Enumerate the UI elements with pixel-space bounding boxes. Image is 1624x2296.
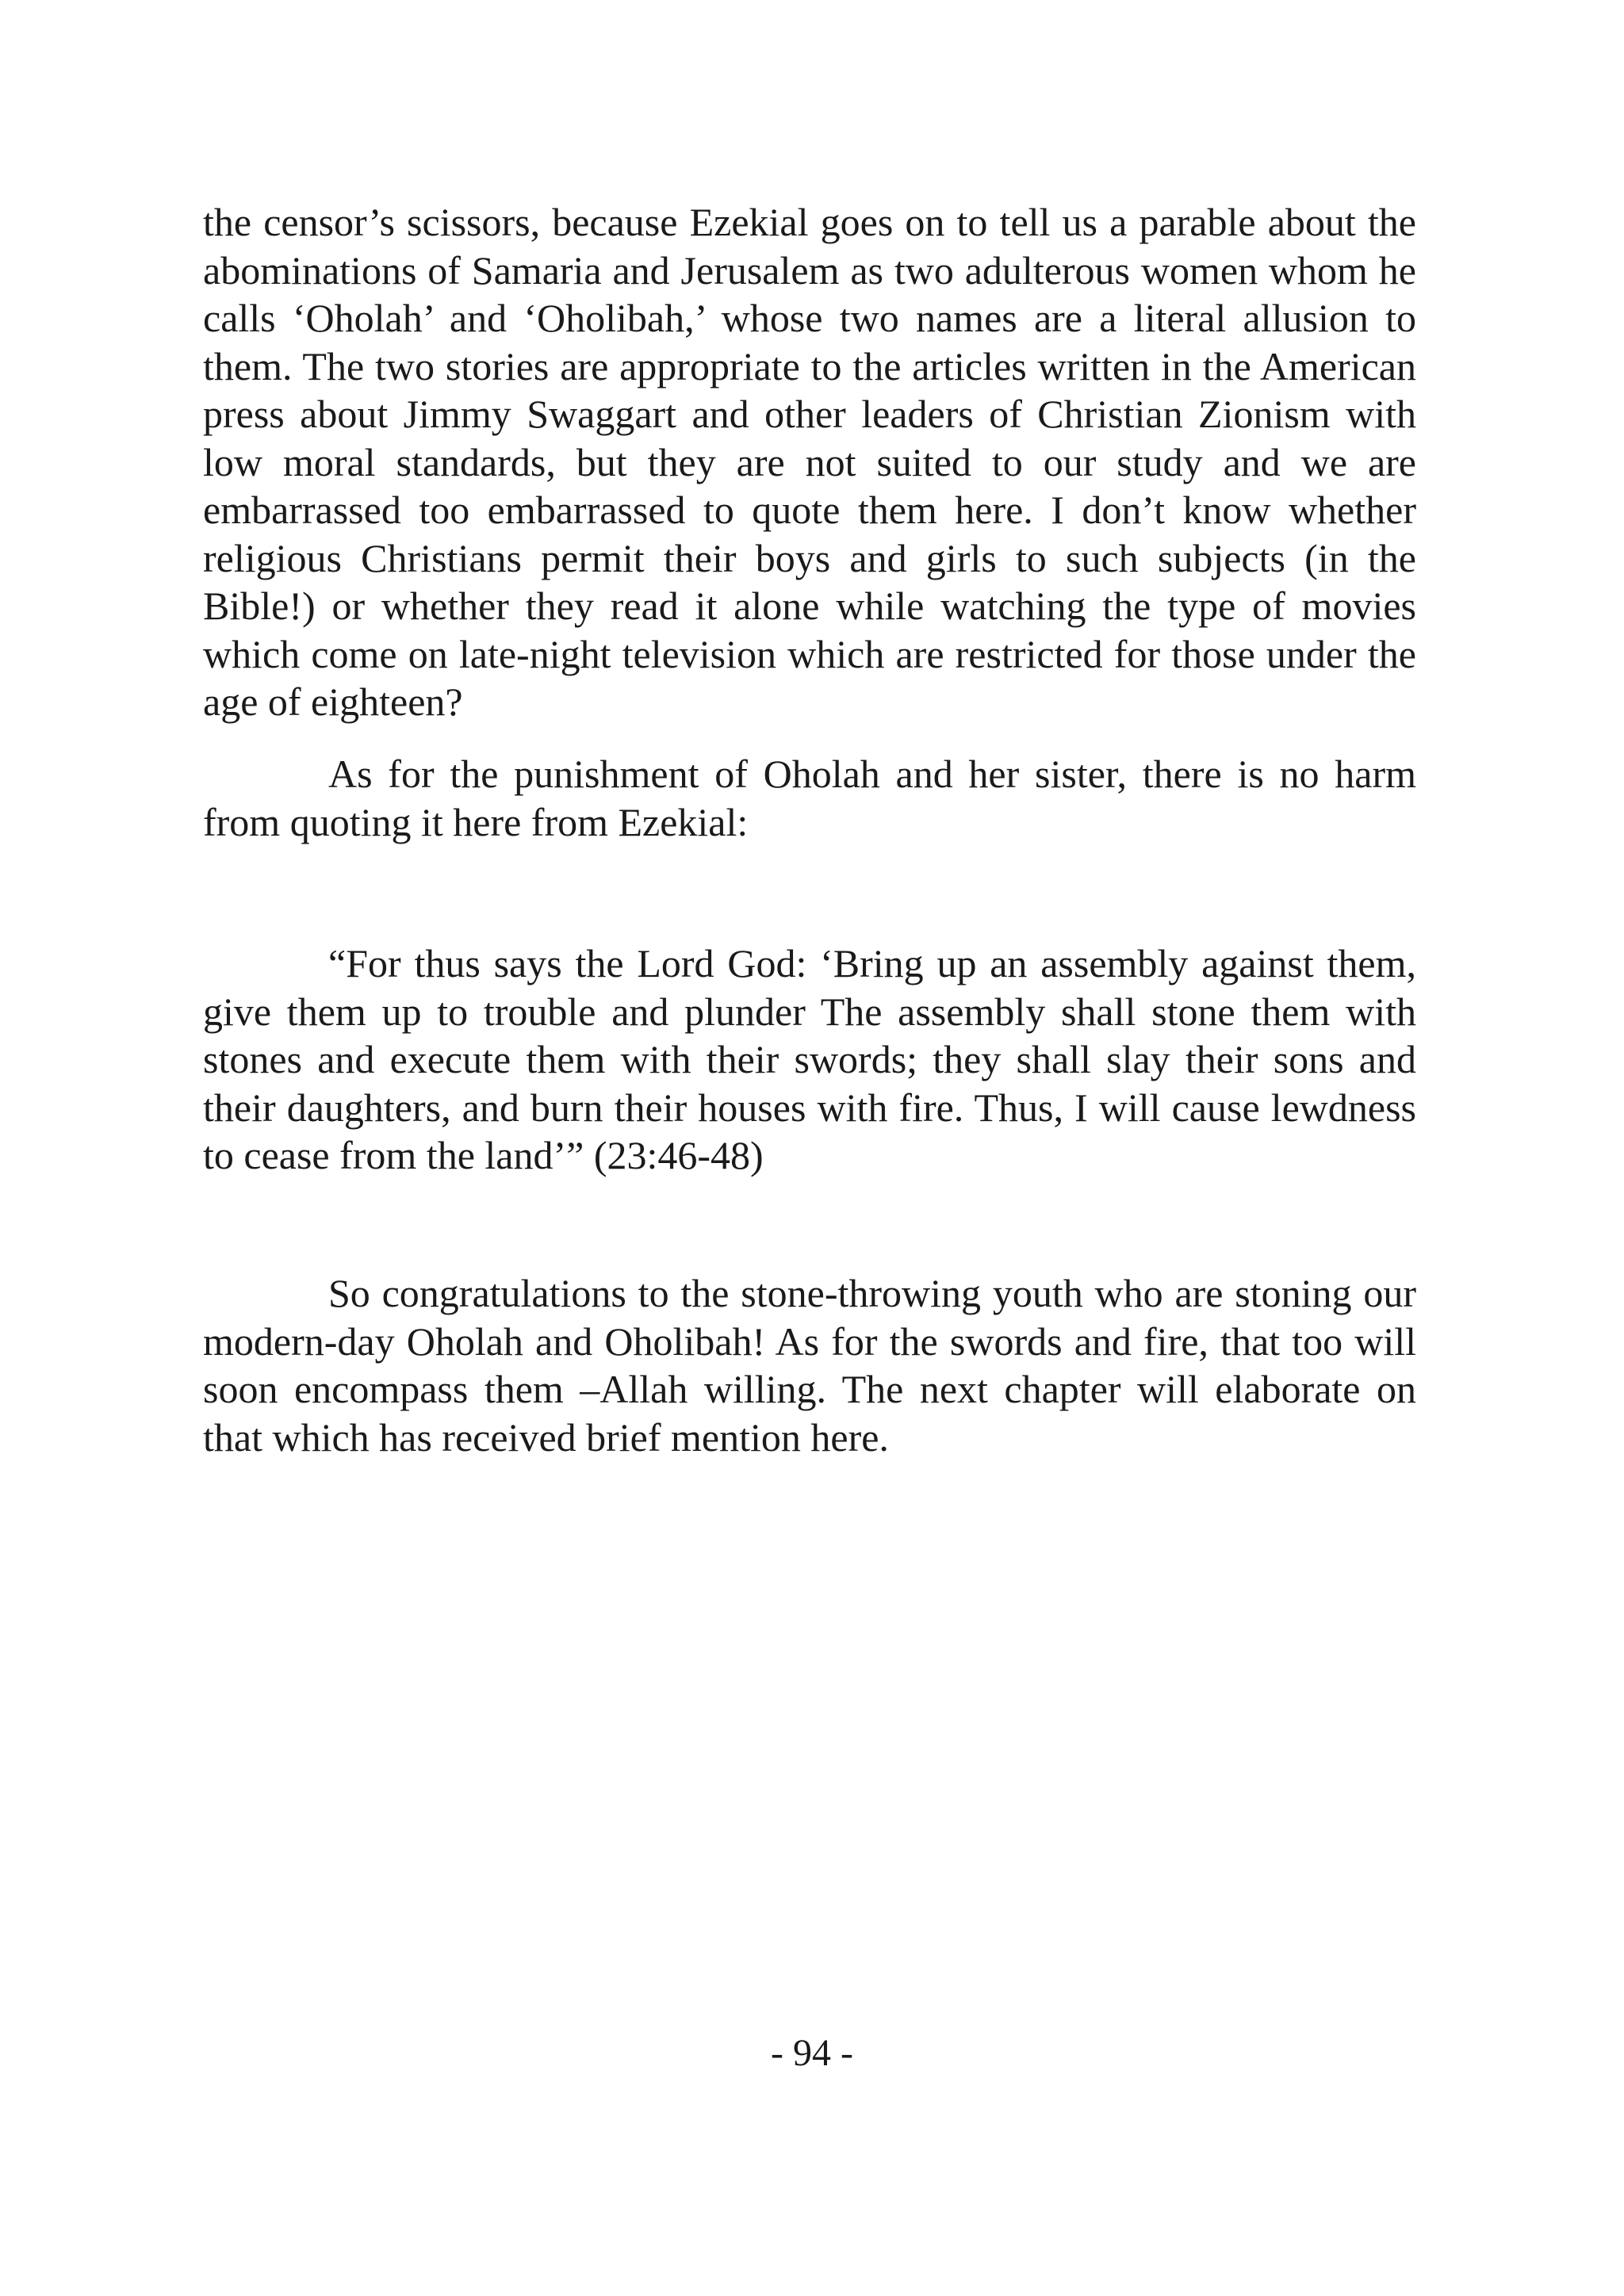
body-paragraph-3: So congratulations to the stone-throwing youth who are stoning our modern-day Oholah and Oholibah! As for the swords and fire, that too will soon encompass them –Allah willing. The next chapter will elaborate on that which has received brief mention here. (203, 1271, 1416, 1460)
scripture-quote: “For thus says the Lord God: ‘Bring up an assembly against them, give them up to trouble and plunder The assembly shall stone them with stones and execute them with their swords; they shall slay their sons and their daughters, and burn their houses with fire. Thus, I will cause lewdness to cease from the land’” (23:46-48) (203, 941, 1416, 1177)
body-paragraph-2: As for the punishment of Oholah and her sister, there is no harm from quoting it here from Ezekial: (203, 752, 1416, 844)
body-paragraph-1: the censor’s scissors, because Ezekial goes on to tell us a parable about the abominations of Samaria and Jerusalem as two adulterous women whom he calls ‘Oholah’ and ‘Oholibah,’ whose two names are a literal allusion to them. The two stories are appropriate to the articles written in the American press about Jimmy Swaggart and other leaders of Christian Zionism with low moral standards, but they are not suited to our study and we are embarrassed too embarrassed to quote them here. I don’t know whether religious Christians permit their boys and girls to such subjects (in the Bible!) or whether they read it alone while watching the type of movies which come on late-night television which are restricted for those under the age of eighteen? (203, 200, 1416, 724)
page-number: - 94 - (771, 2032, 853, 2074)
